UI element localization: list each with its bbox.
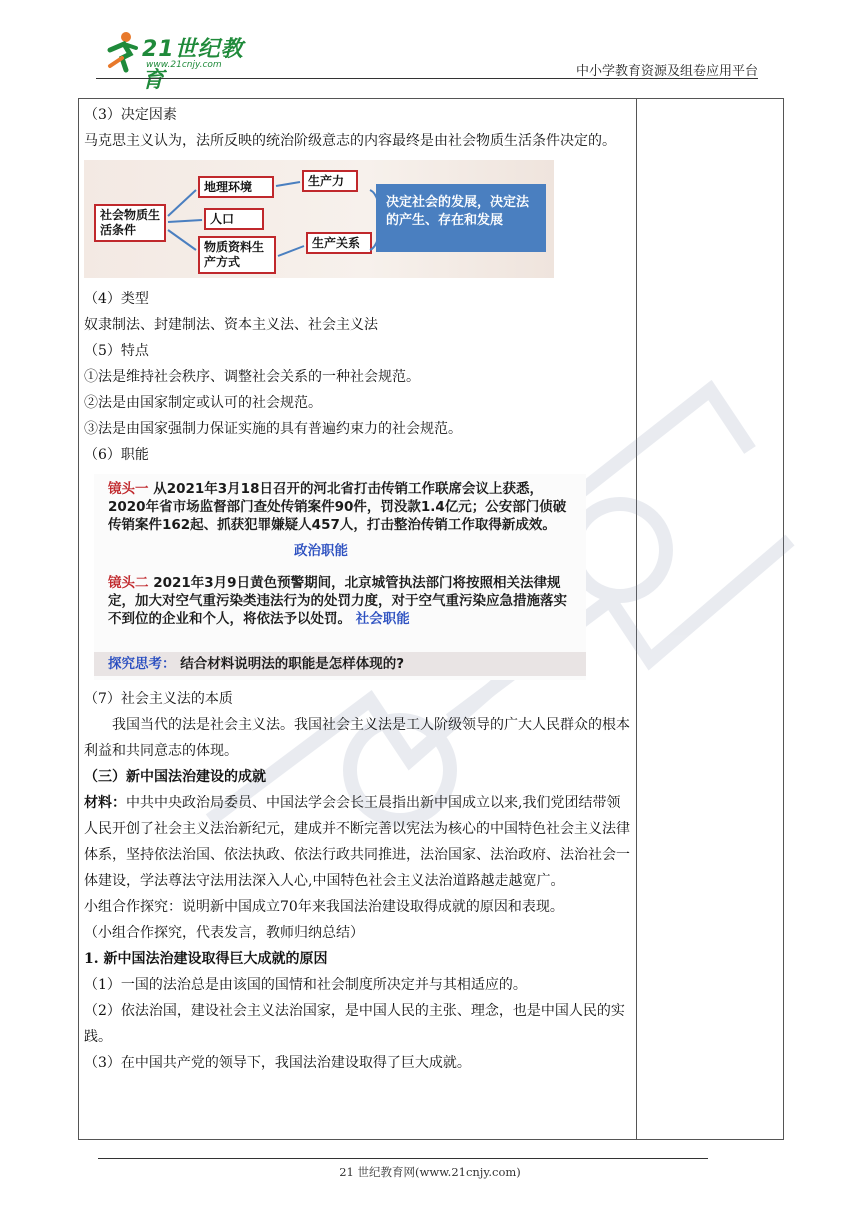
- material-label: 材料：: [84, 795, 126, 811]
- logo-url: www.21cnjy.com: [146, 60, 222, 70]
- section-4-body: 奴隶制法、封建制法、资本主义法、社会主义法: [84, 317, 378, 333]
- shot-2-tag: 社会职能: [355, 611, 410, 627]
- section-4-title: （4）类型: [84, 291, 149, 307]
- page-header: [96, 28, 758, 93]
- group-task: 小组合作探究：说明新中国成立70年来我国法治建设取得成就的原因和表现。: [84, 899, 564, 915]
- group-note: （小组合作探究，代表发言，教师归纳总结）: [84, 925, 364, 941]
- shot-1-tag: 政治职能: [294, 543, 348, 559]
- diagram-root: 社会物质生活条件: [94, 204, 166, 242]
- question: [108, 655, 404, 673]
- shot-2-label: 镜头二: [108, 575, 149, 591]
- shot-1: [108, 480, 578, 534]
- section-6-title: （6）职能: [84, 447, 149, 463]
- material-paragraph: [84, 790, 632, 894]
- shot-2: [108, 574, 578, 628]
- reason-item: （1）一国的法治总是由该国的国情和社会制度所决定并与其相适应的。: [84, 977, 527, 993]
- reason-item: （2）依法治国，建设社会主义法治国家，是中国人民的主张、理念，也是中国人民的实践。: [84, 1003, 625, 1045]
- section-heading-3: （三）新中国法治建设的成就: [84, 769, 266, 785]
- footer-divider: [98, 1158, 708, 1159]
- site-logo: [96, 28, 266, 93]
- logo-text: 21世纪教育: [142, 37, 244, 93]
- diagram-result: 决定社会的发展，决定法的产生、存在和发展: [376, 184, 546, 252]
- section-3-title: （3）决定因素: [84, 107, 177, 123]
- feature-item: ②法是由国家制定或认可的社会规范。: [84, 395, 322, 411]
- reason-item: （3）在中国共产党的领导下，我国法治建设取得了巨大成就。: [84, 1055, 471, 1071]
- main-content: [84, 102, 632, 1076]
- material-body: 中共中央政治局委员、中国法学会会长王晨指出新中国成立以来,我们党团结带领人民开创了社会主义法治新纪元，建成并不断完善以宪法为核心的中国特色社会主义法律体系，坚持依法治国、依法执政、依法行政共同推进，法治国家、法治政府、法治社会一体建设，学法尊法守法用法深入人心,中国特色社会主义法治道路越走越宽广。: [84, 795, 630, 889]
- feature-item: ③法是由国家强制力保证实施的具有普遍约束力的社会规范。: [84, 421, 462, 437]
- diagram-productivity: 生产力: [302, 170, 358, 192]
- question-text: 结合材料说明法的职能是怎样体现的?: [180, 656, 405, 672]
- page-footer: 21 世纪教育网(www.21cnjy.com): [339, 1165, 521, 1179]
- feature-item: ①法是维持社会秩序、调整社会关系的一种社会规范。: [84, 369, 420, 385]
- section-7-title: （7）社会主义法的本质: [84, 691, 233, 707]
- shot-2-text: 2021年3月9日黄色预警期间，北京城管执法部门将按照相关法律规定，加大对空气重污染类违法行为的处罚力度，对于空气重污染应急措施落实不到位的企业和个人，将依法予以处罚。: [108, 575, 567, 627]
- diagram-population: 人口: [204, 208, 264, 230]
- question-label: 探究思考：: [108, 656, 176, 672]
- section-7-body: 我国当代的法是社会主义法。我国社会主义法是工人阶级领导的广大人民群众的根本利益和共同意志的体现。: [84, 717, 630, 759]
- functions-slide: [94, 474, 586, 680]
- table-column-divider: [636, 98, 637, 1140]
- platform-name: 中小学教育资源及组卷应用平台: [575, 64, 758, 79]
- shot-1-label: 镜头一: [108, 481, 149, 497]
- reason-title: 1. 新中国法治建设取得巨大成就的原因: [84, 951, 328, 967]
- shot-1-text: 从2021年3月18日召开的河北省打击传销工作联席会议上获悉，2020年省市场监督部门查处传销案件90件，罚没款1.4亿元；公安部门侦破传销案件162起、抓获犯罪嫌疑人457人，打击整治传销工作取得新成效。: [108, 481, 567, 533]
- section-3-body: 马克思主义认为，法所反映的统治阶级意志的内容最终是由社会物质生活条件决定的。: [84, 133, 616, 149]
- section-5-title: （5）特点: [84, 343, 149, 359]
- diagram-geo: 地理环境: [198, 176, 274, 198]
- diagram-relations: 生产关系: [306, 232, 372, 254]
- header-divider: [96, 78, 758, 79]
- diagram-mode: 物质资料生产方式: [198, 236, 276, 274]
- determinants-diagram: [84, 160, 554, 278]
- runner-logo-icon: [96, 28, 144, 76]
